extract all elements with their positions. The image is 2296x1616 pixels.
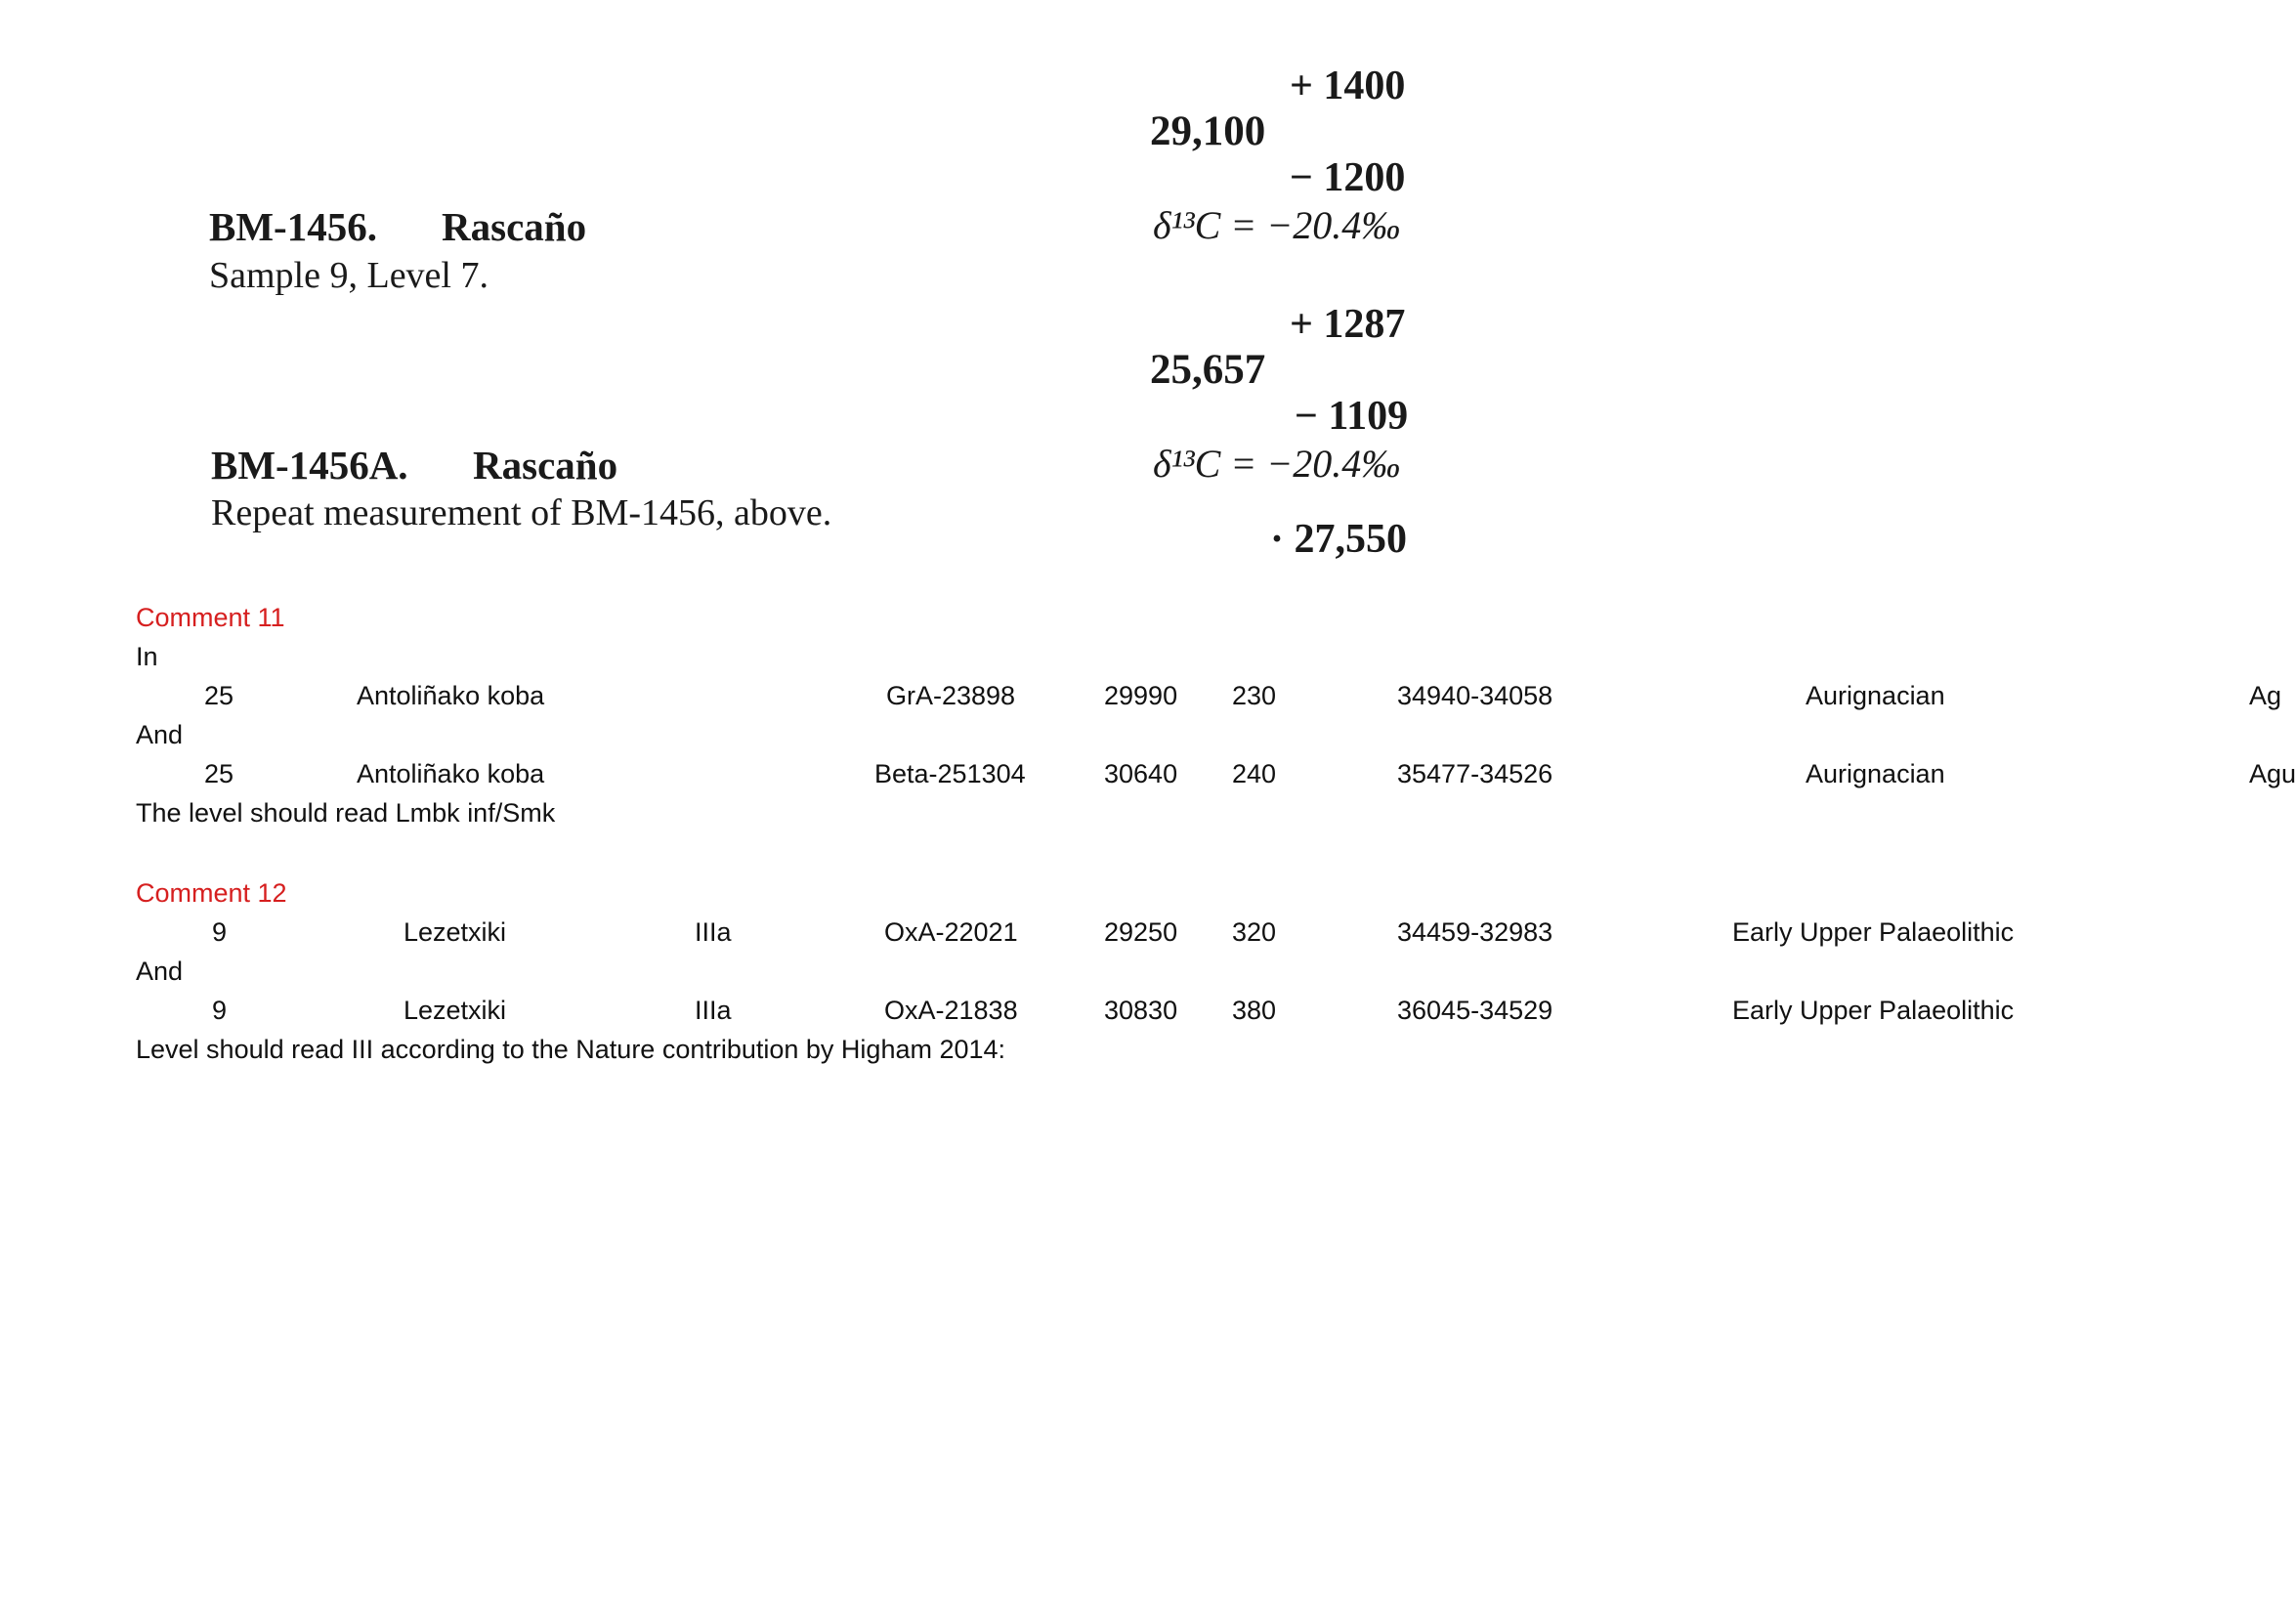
comment12-and-label: And [136, 957, 184, 986]
entry1-plus-error: + 1400 [1290, 64, 1406, 108]
row-error: 230 [1232, 681, 1277, 710]
row-cal-range: 36045-34529 [1397, 996, 1553, 1025]
entry1-description: Sample 9, Level 7. [209, 255, 489, 296]
row-truncated-cell: Agu [2249, 759, 2296, 788]
row-level: IIIa [695, 996, 732, 1025]
comment12-title: Comment 12 [136, 878, 287, 908]
entry2-plus-error: + 1287 [1290, 302, 1406, 347]
row-age: 30640 [1104, 759, 1178, 788]
row-lab-code: OxA-22021 [884, 917, 1018, 947]
row-culture: Aurignacian [1806, 681, 1945, 710]
row-cal-range: 34459-32983 [1397, 917, 1553, 947]
entry2-delta: δ¹³C = −20.4‰ [1153, 442, 1401, 486]
row-culture: Aurignacian [1806, 759, 1945, 788]
entry2-minus-error: − 1109 [1295, 394, 1409, 439]
row-lab-code: OxA-21838 [884, 996, 1018, 1025]
row-site: Antoliñako koba [357, 759, 545, 788]
entry1-age: 29,100 [1150, 108, 1266, 154]
row-level: IIIa [695, 917, 732, 947]
entry2-description: Repeat measurement of BM-1456, above. [211, 492, 832, 533]
row-site: Lezetxiki [404, 917, 507, 947]
cropped-text-fragment: · 27,550 [1270, 517, 1408, 562]
comment11-and-label: And [136, 720, 184, 749]
row-lab-code: Beta-251304 [874, 759, 1026, 788]
row-age: 30830 [1104, 996, 1178, 1025]
row-cal-range: 35477-34526 [1397, 759, 1553, 788]
comment11-in-label: In [136, 642, 158, 671]
row-number: 25 [204, 759, 234, 788]
row-number: 25 [204, 681, 234, 710]
entry2-site: Rascaño [473, 443, 618, 488]
row-truncated-cell: Ag [2249, 681, 2282, 710]
entry1-id: BM-1456. [209, 204, 377, 249]
row-error: 320 [1232, 917, 1277, 947]
row-site: Lezetxiki [404, 996, 507, 1025]
row-culture: Early Upper Palaeolithic [1732, 996, 2015, 1025]
entry2-age: 25,657 [1150, 347, 1266, 393]
row-lab-code: GrA-23898 [886, 681, 1016, 710]
row-number: 9 [212, 996, 228, 1025]
row-cal-range: 34940-34058 [1397, 681, 1553, 710]
row-site: Antoliñako koba [357, 681, 545, 710]
comment11-title: Comment 11 [136, 603, 285, 632]
entry1-site: Rascaño [442, 204, 587, 249]
entry1-delta: δ¹³C = −20.4‰ [1153, 203, 1401, 247]
comment11-note: The level should read Lmbk inf/Smk [136, 798, 556, 828]
row-error: 380 [1232, 996, 1277, 1025]
row-age: 29990 [1104, 681, 1178, 710]
row-number: 9 [212, 917, 228, 947]
comment12-note: Level should read III according to the Nature contribution by Higham 2014: [136, 1035, 1006, 1064]
scanned-excerpt [0, 0, 1466, 562]
entry2-id: BM-1456A. [211, 443, 408, 488]
row-error: 240 [1232, 759, 1277, 788]
row-culture: Early Upper Palaeolithic [1732, 917, 2015, 947]
entry1-minus-error: − 1200 [1290, 155, 1406, 200]
row-age: 29250 [1104, 917, 1178, 947]
